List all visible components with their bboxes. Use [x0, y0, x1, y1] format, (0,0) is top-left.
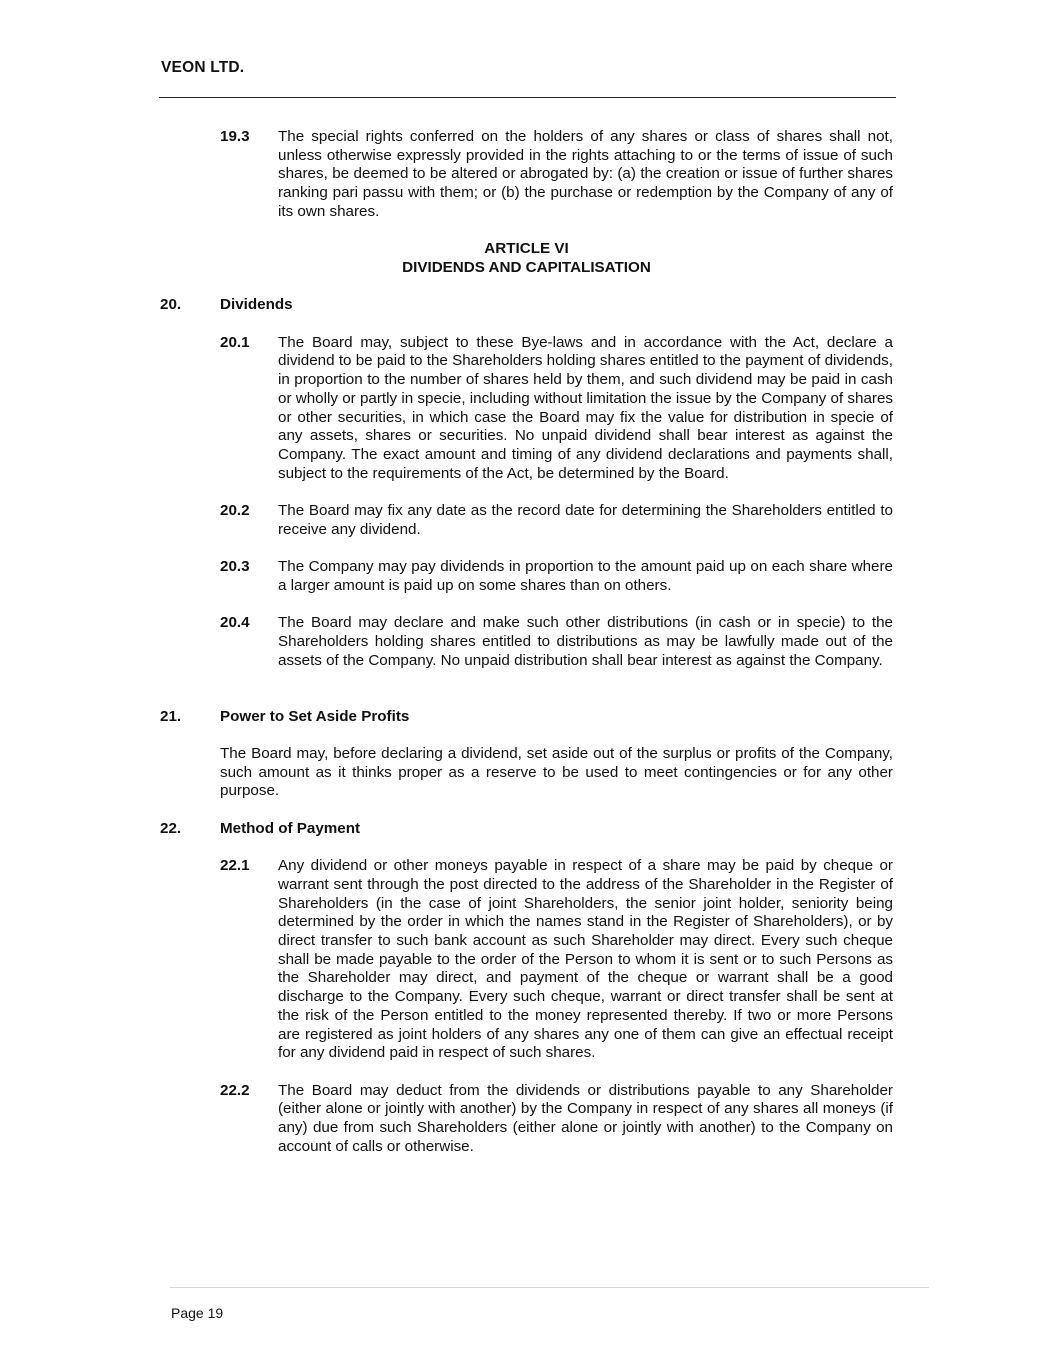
section-number: 21. — [160, 707, 182, 725]
clause-text: Any dividend or other moneys payable in respect of a share may be paid by cheque or warrant sent through the post directed to the address of the Shareholder in the Register of Shareholders (in the case of joint Shareholders, the senior joint holder, seniority being determined by the order in which the names stand in the Register of Shareholders), or by direct transfer to such bank account as such Shareholder may direct. Every such cheque shall be made payable to the order of the Person to whom it is sent or to such Persons as the Shareholder may direct, and payment of the cheque or warrant shall be a good discharge to the Company. Every such cheque, warrant or direct transfer shall be sent at the risk of the Person entitled to the money represented thereby. If two or more Persons are registered as joint holders of any shares any one of them can give an effectual receipt for any dividend paid in respect of such shares. — [278, 857, 893, 1062]
section-number: 22. — [160, 819, 182, 837]
document-header-company: VEON LTD. — [161, 59, 245, 76]
section-title: Power to Set Aside Profits — [220, 707, 410, 725]
section-21-heading — [160, 708, 893, 727]
clause-20-4 — [220, 614, 893, 670]
clause-19-3 — [220, 128, 893, 222]
clause-20-2 — [220, 502, 893, 539]
section-21-text: The Board may, before declaring a dividend, set aside out of the surplus or profits of the Company, such amount as it thinks proper as a reserve to be used to meet contingencies or for any other purpose. — [220, 745, 893, 800]
clause-text: The Board may declare and make such other distributions (in cash or in specie) to the Shareholders holding shares entitled to distributions as may be lawfully made out of the assets of the Company. No unpaid distribution shall bear interest as against the Company. — [278, 614, 893, 669]
article-number: ARTICLE VI — [484, 240, 569, 258]
clause-20-1 — [220, 334, 893, 484]
clause-number: 19.3 — [220, 128, 250, 145]
document-body — [160, 128, 893, 1157]
clause-text: The Company may pay dividends in proportion to the amount paid up on each share where a larger amount is paid up on some shares than on others. — [278, 558, 893, 594]
article-heading — [160, 240, 893, 277]
section-20-heading — [160, 296, 893, 315]
section-title: Dividends — [220, 296, 293, 314]
clause-text: The Board may deduct from the dividends or distributions payable to any Shareholder (either alone or jointly with another) by the Company in respect of any shares all moneys (if any) due from such Shareholders (either alone or jointly with another) to the Company on account of calls or otherwise. — [278, 1081, 893, 1155]
clause-number: 20.4 — [220, 614, 250, 632]
clause-22-2 — [220, 1082, 893, 1157]
clause-number: 20.3 — [220, 558, 250, 576]
clause-number: 20.1 — [220, 333, 250, 351]
section-title: Method of Payment — [220, 819, 361, 837]
clause-20-3 — [220, 558, 893, 595]
section-number: 20. — [160, 296, 182, 314]
page-number: Page 19 — [171, 1305, 224, 1321]
clause-number: 22.1 — [220, 857, 250, 875]
section-22-heading — [160, 820, 893, 839]
clause-text: The Board may, subject to these Bye-laws and in accordance with the Act, declare a dividend to be paid to the Shareholders holding shares entitled to the payment of dividends, in proportion to the number of shares held by them, and such dividend may be paid in cash or wholly or partly in specie, including without limitation the issue by the Company of shares or other securities, in which case the Board may fix the value for distribution in specie of any assets, shares or securities. No unpaid dividend shall bear interest as against the Company. The exact amount and timing of any dividend declarations and payments shall, subject to the requirements of the Act, be determined by the Board. — [278, 333, 893, 482]
clause-text: The special rights conferred on the holders of any shares or class of shares shall not, unless otherwise expressly provided in the rights attaching to or the terms of issue of such shares, be deemed to be altered or abrogated by: (a) the creation or issue of further shares ranking pari passu with them; or (b) the purchase or redemption by the Company of any of its own shares. — [278, 128, 893, 220]
clause-number: 22.2 — [220, 1081, 250, 1099]
clause-text: The Board may fix any date as the record date for determining the Shareholders entitled to receive any dividend. — [278, 502, 893, 538]
clause-22-1 — [220, 857, 893, 1063]
clause-number: 20.2 — [220, 502, 250, 519]
footer-divider — [170, 1287, 929, 1288]
article-title: DIVIDENDS AND CAPITALISATION — [402, 258, 651, 276]
header-divider — [159, 97, 896, 98]
